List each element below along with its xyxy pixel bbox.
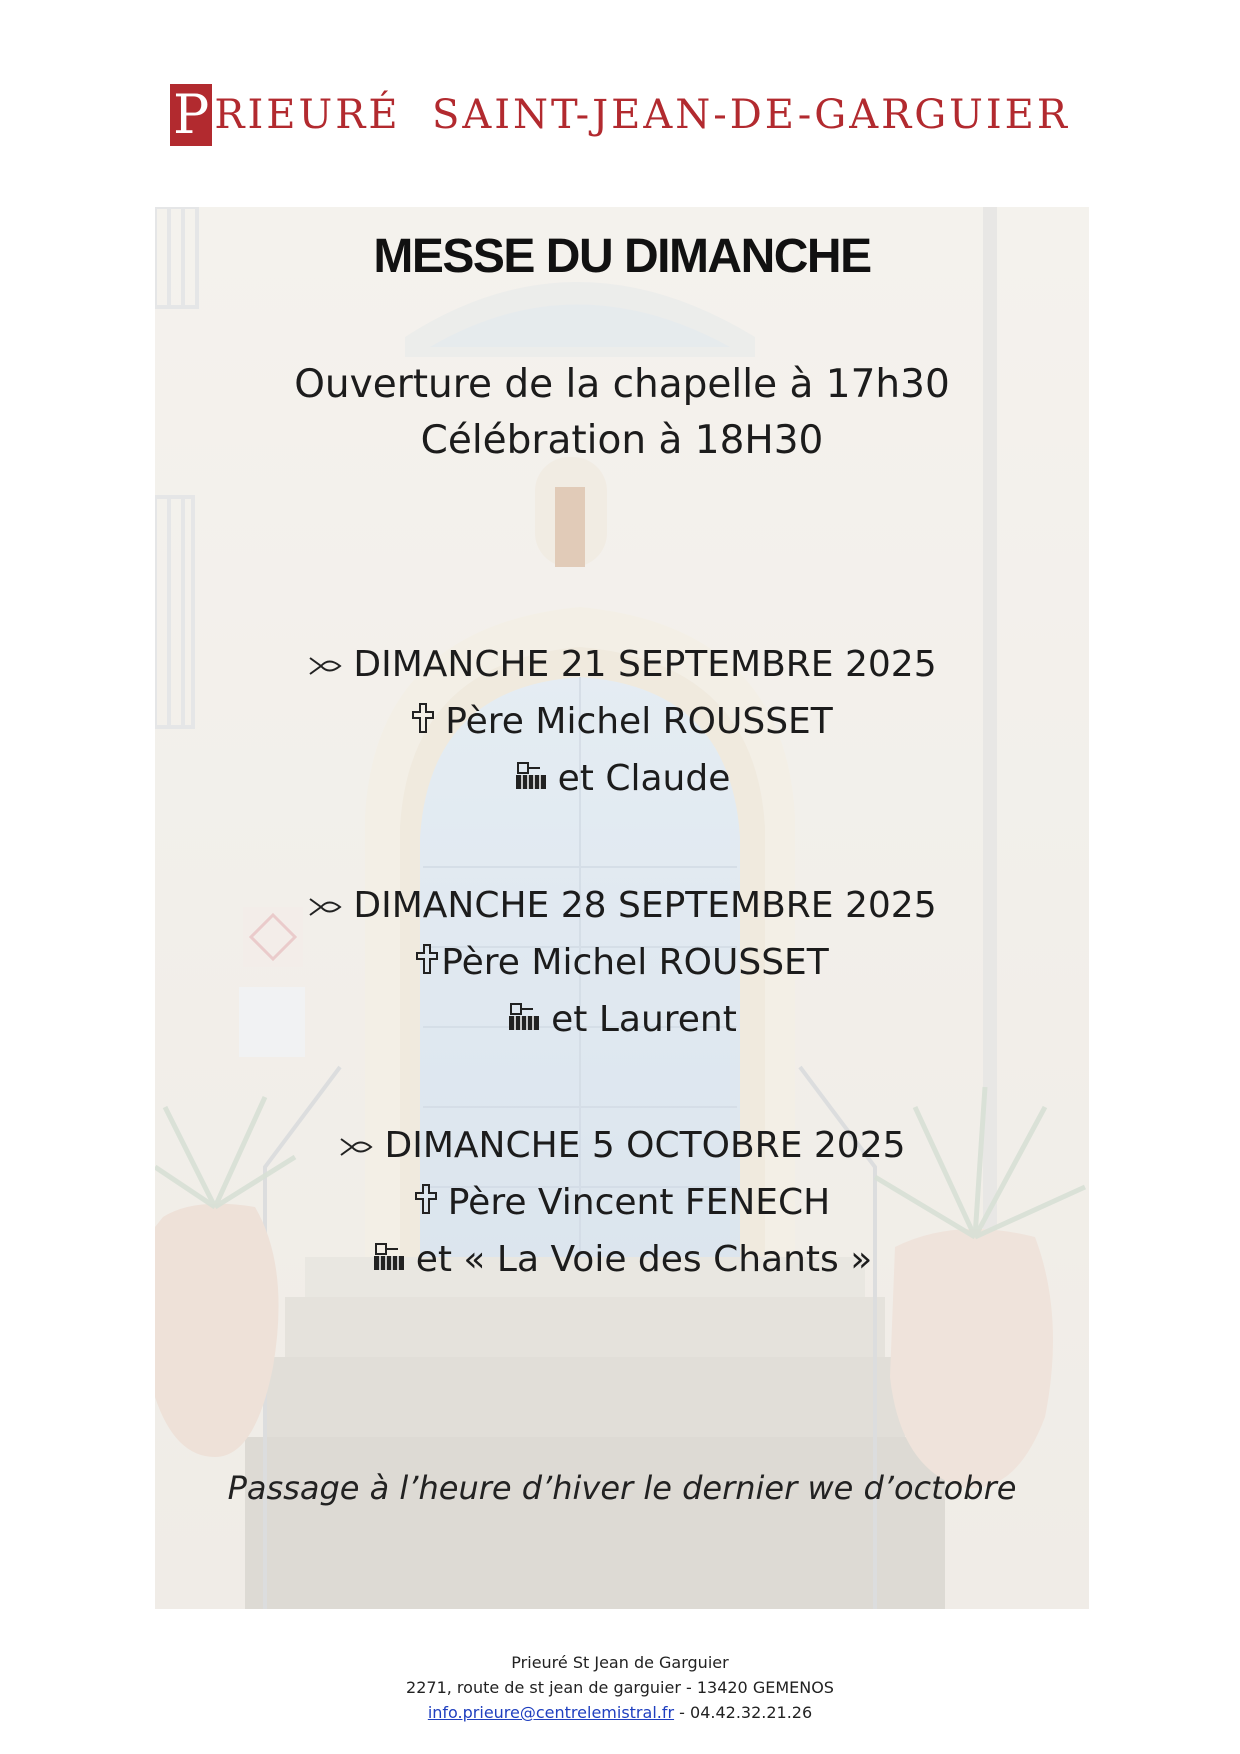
cross-icon [411, 695, 435, 751]
cross-icon [414, 1176, 438, 1232]
event-priest: Père Michel ROUSSET [445, 701, 833, 742]
organ-icon [372, 1233, 406, 1289]
event-music-line [155, 992, 1089, 1049]
event-date-line [155, 1118, 1089, 1175]
event-date: DIMANCHE 21 SEPTEMBRE 2025 [353, 644, 937, 685]
organ-icon [514, 752, 548, 808]
event-date: DIMANCHE 28 SEPTEMBRE 2025 [353, 885, 937, 926]
fish-icon [307, 879, 343, 935]
header [170, 84, 1070, 146]
winter-time-note: Passage à l’heure d’hiver le dernier we d’octobre [227, 1469, 1017, 1507]
poster-content [155, 207, 1089, 1609]
opening-time: Ouverture de la chapelle à 17h30 [294, 362, 950, 407]
poster-title: MESSE DU DIMANCHE [373, 230, 871, 283]
header-title: RIEURÉ SAINT-JEAN-DE-GARGUIER [214, 92, 1070, 138]
event-block [155, 637, 1089, 808]
event-date: DIMANCHE 5 OCTOBRE 2025 [384, 1125, 906, 1166]
organ-icon [507, 993, 541, 1049]
cross-icon [415, 936, 439, 992]
email-link[interactable]: info.prieure@centrelemistral.fr [427, 1703, 675, 1722]
event-priest: Père Michel ROUSSET [441, 942, 829, 983]
poster [155, 207, 1089, 1609]
event-music-line [155, 751, 1089, 808]
event-priest: Père Vincent FENECH [447, 1182, 831, 1223]
phone-number: 04.42.32.21.26 [690, 1703, 813, 1722]
fish-icon [338, 1119, 374, 1175]
event-priest-line [155, 935, 1089, 992]
contact-separator: - [674, 1703, 691, 1722]
event-date-line [155, 637, 1089, 694]
fish-icon [307, 638, 343, 694]
logo-mark: P [170, 84, 212, 146]
event-block [155, 878, 1089, 1049]
event-priest-line [155, 1175, 1089, 1232]
footer-address: 2271, route de st jean de garguier - 13420 GEMENOS [406, 1678, 834, 1697]
event-date-line [155, 878, 1089, 935]
event-music: et Claude [557, 758, 731, 799]
celebration-time: Célébration à 18H30 [420, 418, 824, 463]
event-music: et Laurent [551, 999, 737, 1040]
event-priest-line [155, 694, 1089, 751]
event-block [155, 1118, 1089, 1289]
footer-name: Prieuré St Jean de Garguier [511, 1653, 729, 1672]
schedule-times [155, 357, 1089, 469]
event-music: et « La Voie des Chants » [415, 1239, 873, 1280]
footer [0, 1650, 1240, 1725]
footer-contact [0, 1700, 1240, 1725]
event-music-line [155, 1232, 1089, 1289]
